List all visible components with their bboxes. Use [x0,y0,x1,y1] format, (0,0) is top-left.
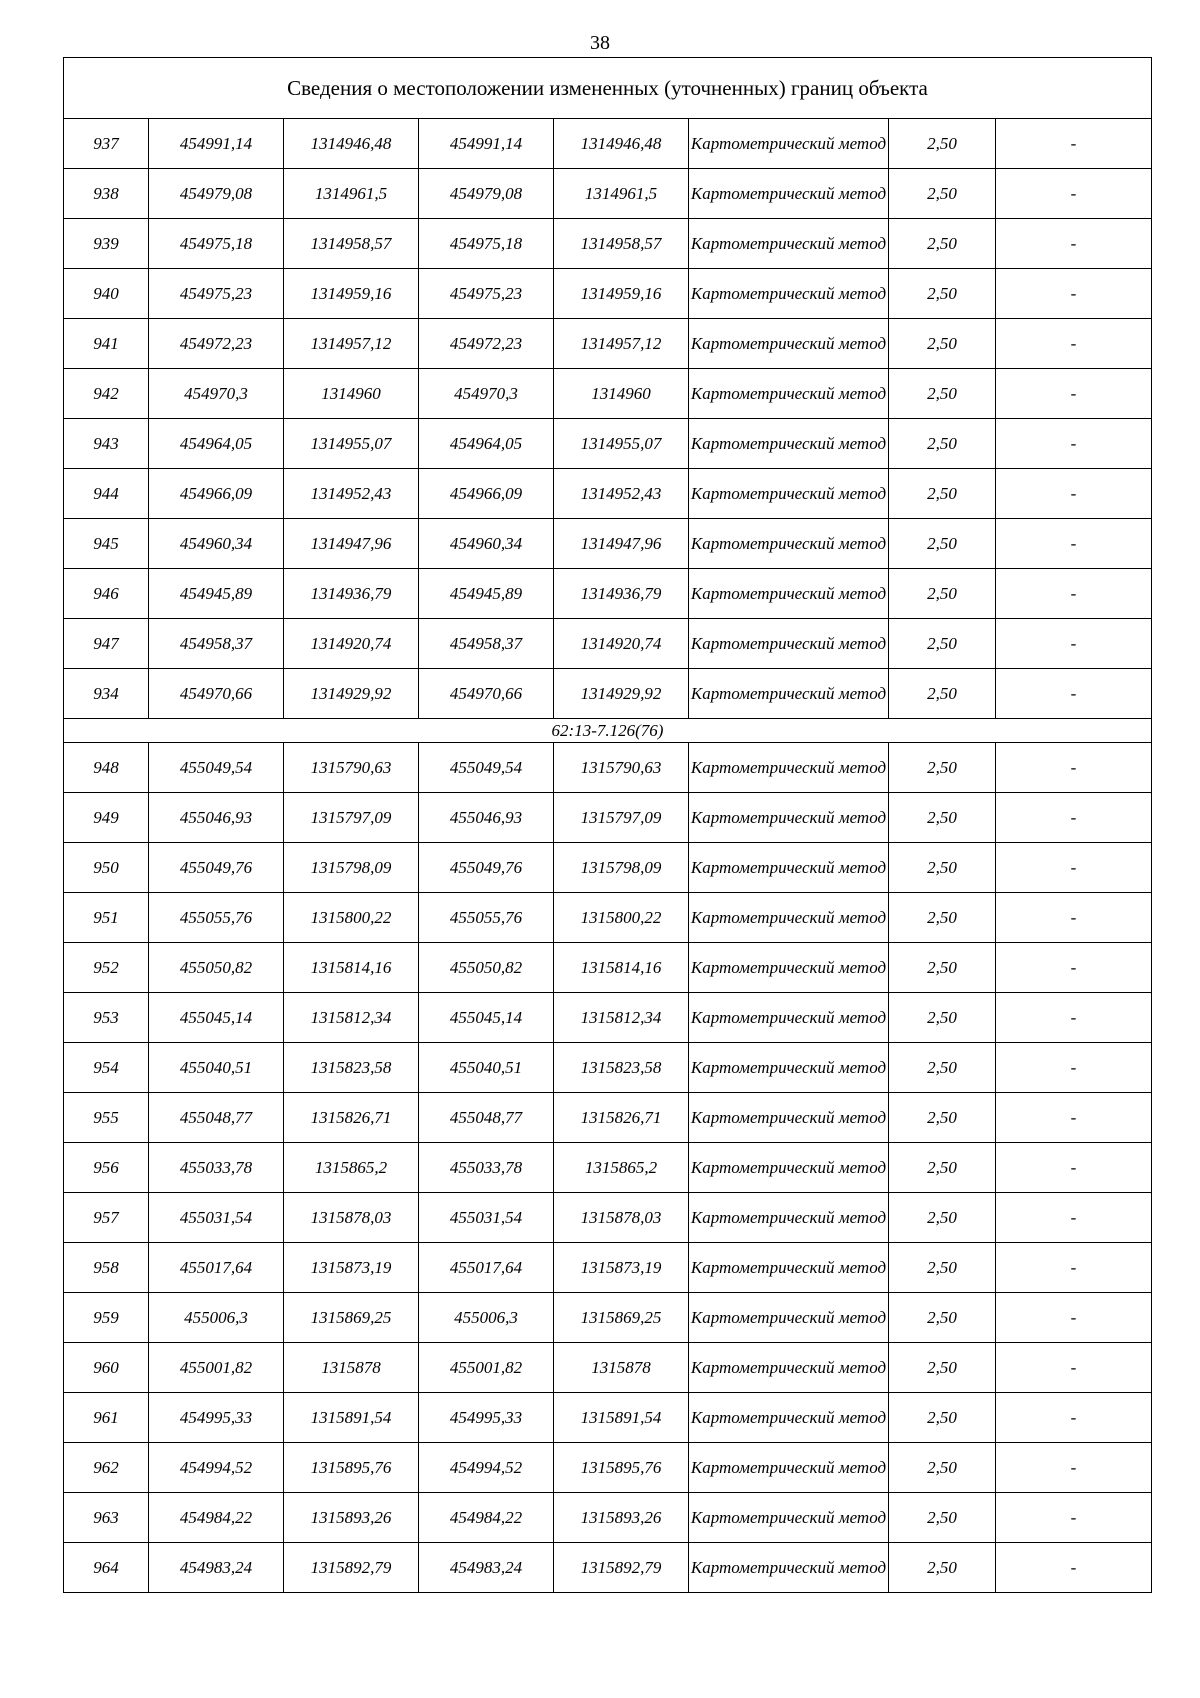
method-cell [689,169,889,219]
method-text: Картометрический метод [690,858,887,877]
existing-x-cell: 455033,78 [149,1143,284,1193]
refined-x-cell: 455001,82 [419,1343,554,1393]
method-text: Картометрический метод [690,1058,887,1077]
point-number-cell: 963 [64,1493,149,1543]
point-number-cell: 947 [64,619,149,669]
note-cell: - [996,619,1152,669]
method-cell [689,569,889,619]
accuracy-cell: 2,50 [889,419,996,469]
method-cell [689,1543,889,1593]
existing-y-cell: 1315790,63 [284,743,419,793]
refined-y-cell: 1315893,26 [554,1493,689,1543]
table-row [64,1543,1152,1593]
method-text: Картометрический метод [690,1358,887,1377]
refined-y-cell: 1314946,48 [554,119,689,169]
refined-y-cell: 1315892,79 [554,1543,689,1593]
accuracy-cell: 2,50 [889,1193,996,1243]
method-text: Картометрический метод [690,808,887,827]
point-number-cell: 956 [64,1143,149,1193]
refined-x-cell: 455006,3 [419,1293,554,1343]
point-number-cell: 957 [64,1193,149,1243]
method-text: Картометрический метод [690,534,887,553]
refined-y-cell: 1314961,5 [554,169,689,219]
existing-x-cell: 455046,93 [149,793,284,843]
refined-y-cell: 1315891,54 [554,1393,689,1443]
method-text: Картометрический метод [690,234,887,253]
note-cell: - [996,1193,1152,1243]
accuracy-cell: 2,50 [889,943,996,993]
existing-x-cell: 454960,34 [149,519,284,569]
note-cell: - [996,1443,1152,1493]
refined-y-cell: 1315814,16 [554,943,689,993]
accuracy-cell: 2,50 [889,1293,996,1343]
table-title: Сведения о местоположении измененных (уточненных) границ объекта [64,58,1152,119]
existing-x-cell: 454945,89 [149,569,284,619]
refined-x-cell: 455048,77 [419,1093,554,1143]
existing-x-cell: 455048,77 [149,1093,284,1143]
refined-y-cell: 1315826,71 [554,1093,689,1143]
table-row [64,1193,1152,1243]
note-cell: - [996,1043,1152,1093]
table-row [64,119,1152,169]
method-text: Картометрический метод [690,1558,887,1577]
point-number-cell: 959 [64,1293,149,1343]
existing-y-cell: 1315826,71 [284,1093,419,1143]
refined-y-cell: 1315869,25 [554,1293,689,1343]
table-row [64,1343,1152,1393]
refined-x-cell: 455055,76 [419,893,554,943]
point-number-cell: 948 [64,743,149,793]
accuracy-cell: 2,50 [889,1493,996,1543]
table-row [64,469,1152,519]
table-row [64,1393,1152,1443]
method-cell [689,1193,889,1243]
method-text: Картометрический метод [690,908,887,927]
note-cell: - [996,793,1152,843]
refined-x-cell: 454970,3 [419,369,554,419]
method-cell [689,219,889,269]
refined-y-cell: 1315878 [554,1343,689,1393]
table-row [64,843,1152,893]
table-row [64,619,1152,669]
point-number-cell: 951 [64,893,149,943]
note-cell: - [996,1243,1152,1293]
table-row [64,893,1152,943]
point-number-cell: 939 [64,219,149,269]
refined-x-cell: 455033,78 [419,1143,554,1193]
existing-x-cell: 454979,08 [149,169,284,219]
method-cell [689,519,889,569]
accuracy-cell: 2,50 [889,269,996,319]
accuracy-cell: 2,50 [889,1343,996,1393]
existing-y-cell: 1315797,09 [284,793,419,843]
accuracy-cell: 2,50 [889,743,996,793]
refined-x-cell: 454995,33 [419,1393,554,1443]
note-cell: - [996,519,1152,569]
existing-y-cell: 1315893,26 [284,1493,419,1543]
note-cell: - [996,1093,1152,1143]
note-cell: - [996,469,1152,519]
method-cell [689,1143,889,1193]
note-cell: - [996,843,1152,893]
refined-y-cell: 1315797,09 [554,793,689,843]
table-row [64,1293,1152,1343]
existing-x-cell: 454975,23 [149,269,284,319]
existing-x-cell: 454970,66 [149,669,284,719]
existing-x-cell: 455031,54 [149,1193,284,1243]
note-cell: - [996,943,1152,993]
note-cell: - [996,569,1152,619]
existing-y-cell: 1315812,34 [284,993,419,1043]
point-number-cell: 961 [64,1393,149,1443]
method-text: Картометрический метод [690,1108,887,1127]
method-text: Картометрический метод [690,1308,887,1327]
method-text: Картометрический метод [690,434,887,453]
note-cell: - [996,369,1152,419]
table-row [64,1493,1152,1543]
accuracy-cell: 2,50 [889,893,996,943]
section-row [64,719,1152,743]
method-text: Картометрический метод [690,1258,887,1277]
refined-x-cell: 454964,05 [419,419,554,469]
refined-y-cell: 1315790,63 [554,743,689,793]
refined-y-cell: 1314947,96 [554,519,689,569]
table-row [64,1043,1152,1093]
method-text: Картометрический метод [690,334,887,353]
existing-y-cell: 1315873,19 [284,1243,419,1293]
refined-x-cell: 454945,89 [419,569,554,619]
table-row [64,1243,1152,1293]
method-cell [689,1043,889,1093]
point-number-cell: 958 [64,1243,149,1293]
note-cell: - [996,219,1152,269]
accuracy-cell: 2,50 [889,1543,996,1593]
existing-y-cell: 1314959,16 [284,269,419,319]
refined-y-cell: 1315812,34 [554,993,689,1043]
table-row [64,369,1152,419]
existing-y-cell: 1314920,74 [284,619,419,669]
table-body [64,58,1152,1593]
existing-x-cell: 454970,3 [149,369,284,419]
refined-y-cell: 1315865,2 [554,1143,689,1193]
existing-y-cell: 1314957,12 [284,319,419,369]
method-text: Картометрический метод [690,284,887,303]
method-text: Картометрический метод [690,584,887,603]
existing-x-cell: 455001,82 [149,1343,284,1393]
existing-y-cell: 1315892,79 [284,1543,419,1593]
existing-y-cell: 1314958,57 [284,219,419,269]
method-text: Картометрический метод [690,184,887,203]
table-row [64,419,1152,469]
existing-x-cell: 454964,05 [149,419,284,469]
table-row [64,943,1152,993]
existing-x-cell: 454958,37 [149,619,284,669]
point-number-cell: 945 [64,519,149,569]
point-number-cell: 943 [64,419,149,469]
point-number-cell: 940 [64,269,149,319]
method-cell [689,743,889,793]
existing-y-cell: 1315814,16 [284,943,419,993]
table-row [64,993,1152,1043]
method-cell [689,1343,889,1393]
accuracy-cell: 2,50 [889,1043,996,1093]
point-number-cell: 942 [64,369,149,419]
point-number-cell: 960 [64,1343,149,1393]
existing-x-cell: 454966,09 [149,469,284,519]
table-row [64,1093,1152,1143]
page-number: 38 [590,32,610,54]
refined-x-cell: 454975,18 [419,219,554,269]
method-cell [689,1443,889,1493]
existing-y-cell: 1314961,5 [284,169,419,219]
accuracy-cell: 2,50 [889,843,996,893]
refined-x-cell: 455040,51 [419,1043,554,1093]
existing-x-cell: 455049,54 [149,743,284,793]
existing-y-cell: 1314947,96 [284,519,419,569]
existing-y-cell: 1314929,92 [284,669,419,719]
note-cell: - [996,119,1152,169]
method-text: Картометрический метод [690,1458,887,1477]
refined-y-cell: 1315798,09 [554,843,689,893]
refined-x-cell: 454960,34 [419,519,554,569]
existing-x-cell: 455006,3 [149,1293,284,1343]
point-number-cell: 938 [64,169,149,219]
refined-y-cell: 1314960 [554,369,689,419]
method-cell [689,469,889,519]
point-number-cell: 964 [64,1543,149,1593]
refined-x-cell: 454994,52 [419,1443,554,1493]
refined-y-cell: 1315873,19 [554,1243,689,1293]
table-row [64,669,1152,719]
method-text: Картометрический метод [690,1408,887,1427]
table-row [64,269,1152,319]
existing-y-cell: 1314952,43 [284,469,419,519]
refined-y-cell: 1314929,92 [554,669,689,719]
note-cell: - [996,1393,1152,1443]
refined-x-cell: 455031,54 [419,1193,554,1243]
existing-y-cell: 1315798,09 [284,843,419,893]
refined-y-cell: 1314920,74 [554,619,689,669]
refined-x-cell: 455050,82 [419,943,554,993]
table-row [64,219,1152,269]
table-row [64,1443,1152,1493]
refined-x-cell: 455049,54 [419,743,554,793]
refined-y-cell: 1314957,12 [554,319,689,369]
refined-y-cell: 1314952,43 [554,469,689,519]
existing-y-cell: 1315800,22 [284,893,419,943]
note-cell: - [996,743,1152,793]
existing-x-cell: 455050,82 [149,943,284,993]
method-cell [689,993,889,1043]
table-row [64,1143,1152,1193]
refined-x-cell: 454984,22 [419,1493,554,1543]
refined-y-cell: 1314936,79 [554,569,689,619]
point-number-cell: 941 [64,319,149,369]
table-row [64,319,1152,369]
existing-y-cell: 1314960 [284,369,419,419]
accuracy-cell: 2,50 [889,119,996,169]
table-row [64,569,1152,619]
point-number-cell: 946 [64,569,149,619]
existing-x-cell: 454972,23 [149,319,284,369]
point-number-cell: 949 [64,793,149,843]
method-cell [689,269,889,319]
note-cell: - [996,1493,1152,1543]
table-row [64,793,1152,843]
refined-x-cell: 454966,09 [419,469,554,519]
method-text: Картометрический метод [690,684,887,703]
existing-x-cell: 455017,64 [149,1243,284,1293]
note-cell: - [996,419,1152,469]
method-text: Картометрический метод [690,134,887,153]
refined-x-cell: 455046,93 [419,793,554,843]
method-text: Картометрический метод [690,484,887,503]
point-number-cell: 953 [64,993,149,1043]
point-number-cell: 944 [64,469,149,519]
method-cell [689,1293,889,1343]
point-number-cell: 962 [64,1443,149,1493]
refined-x-cell: 455045,14 [419,993,554,1043]
existing-x-cell: 454991,14 [149,119,284,169]
existing-y-cell: 1315823,58 [284,1043,419,1093]
note-cell: - [996,893,1152,943]
note-cell: - [996,1143,1152,1193]
existing-x-cell: 455045,14 [149,993,284,1043]
method-cell [689,893,889,943]
refined-x-cell: 454972,23 [419,319,554,369]
table-row [64,519,1152,569]
existing-x-cell: 454994,52 [149,1443,284,1493]
existing-x-cell: 454983,24 [149,1543,284,1593]
method-cell [689,1393,889,1443]
existing-x-cell: 454975,18 [149,219,284,269]
method-cell [689,943,889,993]
refined-y-cell: 1315895,76 [554,1443,689,1493]
accuracy-cell: 2,50 [889,793,996,843]
note-cell: - [996,319,1152,369]
accuracy-cell: 2,50 [889,219,996,269]
accuracy-cell: 2,50 [889,1143,996,1193]
method-cell [689,1493,889,1543]
accuracy-cell: 2,50 [889,319,996,369]
refined-y-cell: 1314959,16 [554,269,689,319]
table-row [64,169,1152,219]
accuracy-cell: 2,50 [889,519,996,569]
existing-y-cell: 1315878 [284,1343,419,1393]
refined-x-cell: 455017,64 [419,1243,554,1293]
note-cell: - [996,1543,1152,1593]
method-text: Картометрический метод [690,958,887,977]
point-number-cell: 937 [64,119,149,169]
accuracy-cell: 2,50 [889,1443,996,1493]
method-cell [689,119,889,169]
method-cell [689,369,889,419]
accuracy-cell: 2,50 [889,469,996,519]
method-text: Картометрический метод [690,634,887,653]
table-title-row [64,58,1152,119]
accuracy-cell: 2,50 [889,169,996,219]
existing-y-cell: 1315865,2 [284,1143,419,1193]
existing-x-cell: 454995,33 [149,1393,284,1443]
refined-y-cell: 1315800,22 [554,893,689,943]
accuracy-cell: 2,50 [889,619,996,669]
existing-y-cell: 1315869,25 [284,1293,419,1343]
existing-x-cell: 455055,76 [149,893,284,943]
method-cell [689,619,889,669]
method-text: Картометрический метод [690,1158,887,1177]
method-cell [689,1243,889,1293]
method-text: Картометрический метод [690,1508,887,1527]
existing-x-cell: 455049,76 [149,843,284,893]
method-cell [689,669,889,719]
note-cell: - [996,269,1152,319]
refined-y-cell: 1315878,03 [554,1193,689,1243]
point-number-cell: 952 [64,943,149,993]
existing-x-cell: 454984,22 [149,1493,284,1543]
existing-y-cell: 1315891,54 [284,1393,419,1443]
refined-y-cell: 1315823,58 [554,1043,689,1093]
method-cell [689,419,889,469]
existing-y-cell: 1314936,79 [284,569,419,619]
refined-x-cell: 454983,24 [419,1543,554,1593]
existing-y-cell: 1315878,03 [284,1193,419,1243]
refined-y-cell: 1314955,07 [554,419,689,469]
note-cell: - [996,169,1152,219]
note-cell: - [996,1293,1152,1343]
note-cell: - [996,993,1152,1043]
section-label: 62:13-7.126(76) [64,719,1152,743]
method-text: Картометрический метод [690,384,887,403]
existing-x-cell: 455040,51 [149,1043,284,1093]
existing-y-cell: 1315895,76 [284,1443,419,1493]
method-cell [689,793,889,843]
method-cell [689,843,889,893]
method-text: Картометрический метод [690,1008,887,1027]
accuracy-cell: 2,50 [889,1243,996,1293]
point-number-cell: 954 [64,1043,149,1093]
refined-y-cell: 1314958,57 [554,219,689,269]
point-number-cell: 934 [64,669,149,719]
accuracy-cell: 2,50 [889,369,996,419]
boundary-table [63,57,1152,1593]
method-cell [689,319,889,369]
accuracy-cell: 2,50 [889,993,996,1043]
method-text: Картометрический метод [690,758,887,777]
existing-y-cell: 1314955,07 [284,419,419,469]
point-number-cell: 955 [64,1093,149,1143]
note-cell: - [996,669,1152,719]
method-text: Картометрический метод [690,1208,887,1227]
refined-x-cell: 455049,76 [419,843,554,893]
accuracy-cell: 2,50 [889,1393,996,1443]
refined-x-cell: 454970,66 [419,669,554,719]
method-cell [689,1093,889,1143]
accuracy-cell: 2,50 [889,569,996,619]
refined-x-cell: 454979,08 [419,169,554,219]
refined-x-cell: 454975,23 [419,269,554,319]
refined-x-cell: 454991,14 [419,119,554,169]
note-cell: - [996,1343,1152,1393]
refined-x-cell: 454958,37 [419,619,554,669]
table-row [64,743,1152,793]
existing-y-cell: 1314946,48 [284,119,419,169]
accuracy-cell: 2,50 [889,669,996,719]
point-number-cell: 950 [64,843,149,893]
accuracy-cell: 2,50 [889,1093,996,1143]
